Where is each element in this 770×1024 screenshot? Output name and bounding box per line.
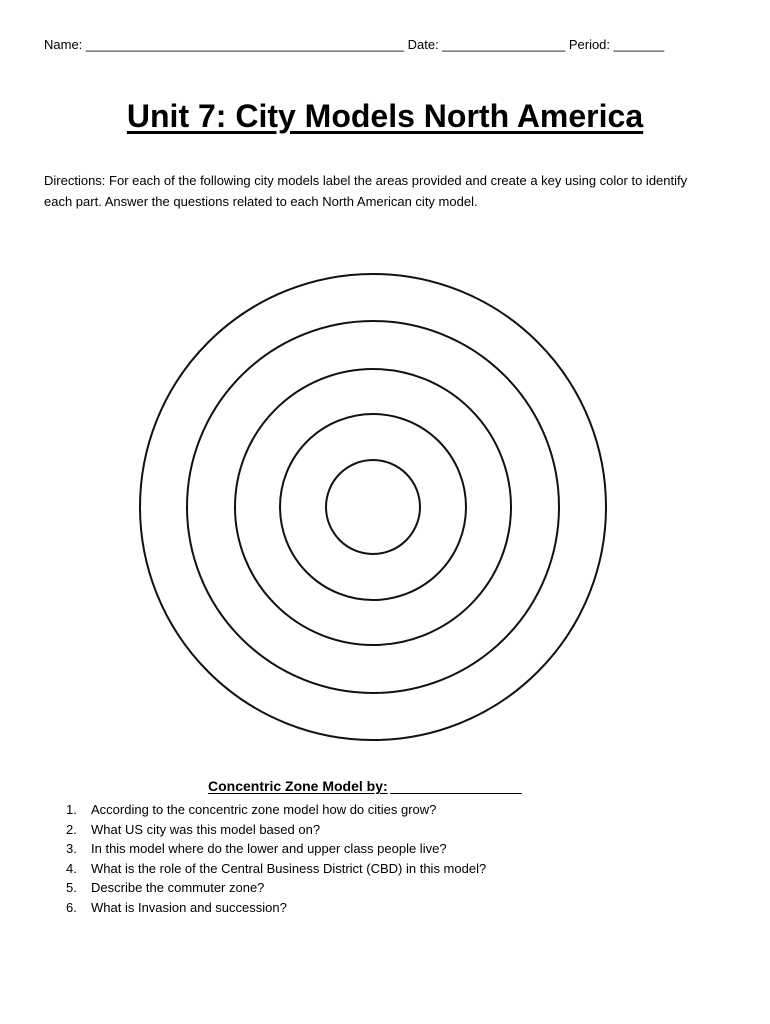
- model-heading-label: Concentric Zone Model by:: [208, 778, 388, 794]
- question-item: [66, 859, 486, 879]
- zone-ring-1-cbd[interactable]: [326, 460, 420, 554]
- question-text: What US city was this model based on?: [91, 821, 321, 837]
- zone-ring-2[interactable]: [280, 414, 466, 600]
- page-title: Unit 7: City Models North America: [126, 98, 644, 134]
- question-item: [66, 839, 486, 859]
- question-text: In this model where do the lower and upper class people live?: [91, 841, 447, 856]
- question-number: 6.: [66, 899, 77, 915]
- question-item: [66, 820, 486, 840]
- question-number: 5.: [66, 880, 77, 895]
- question-number: 4.: [66, 860, 77, 876]
- student-info-line[interactable]: Name: ____________________________________________ Date: _________________ Period: _______: [44, 37, 665, 52]
- directions-text: Directions: For each of the following city models label the areas provided and create a key using color to identify each part. Answer the questions related to each North American city model.: [44, 173, 688, 209]
- question-text: What is Invasion and succession?: [91, 899, 287, 915]
- question-list: [66, 800, 486, 917]
- model-heading: [208, 778, 522, 794]
- question-number: 2.: [66, 821, 77, 837]
- zone-ring-3[interactable]: [235, 369, 511, 645]
- question-text: According to the concentric zone model how do cities grow?: [91, 802, 437, 817]
- question-item: [66, 800, 486, 820]
- question-number: 1.: [66, 802, 77, 817]
- question-number: 3.: [66, 841, 77, 856]
- model-author-blank[interactable]: [390, 779, 522, 794]
- zone-ring-4[interactable]: [187, 321, 559, 693]
- zone-ring-5[interactable]: [140, 274, 606, 740]
- question-item: [66, 878, 486, 898]
- question-text: Describe the commuter zone?: [91, 880, 265, 895]
- question-item: [66, 898, 486, 918]
- question-text: What is the role of the Central Business District (CBD) in this model?: [91, 860, 487, 876]
